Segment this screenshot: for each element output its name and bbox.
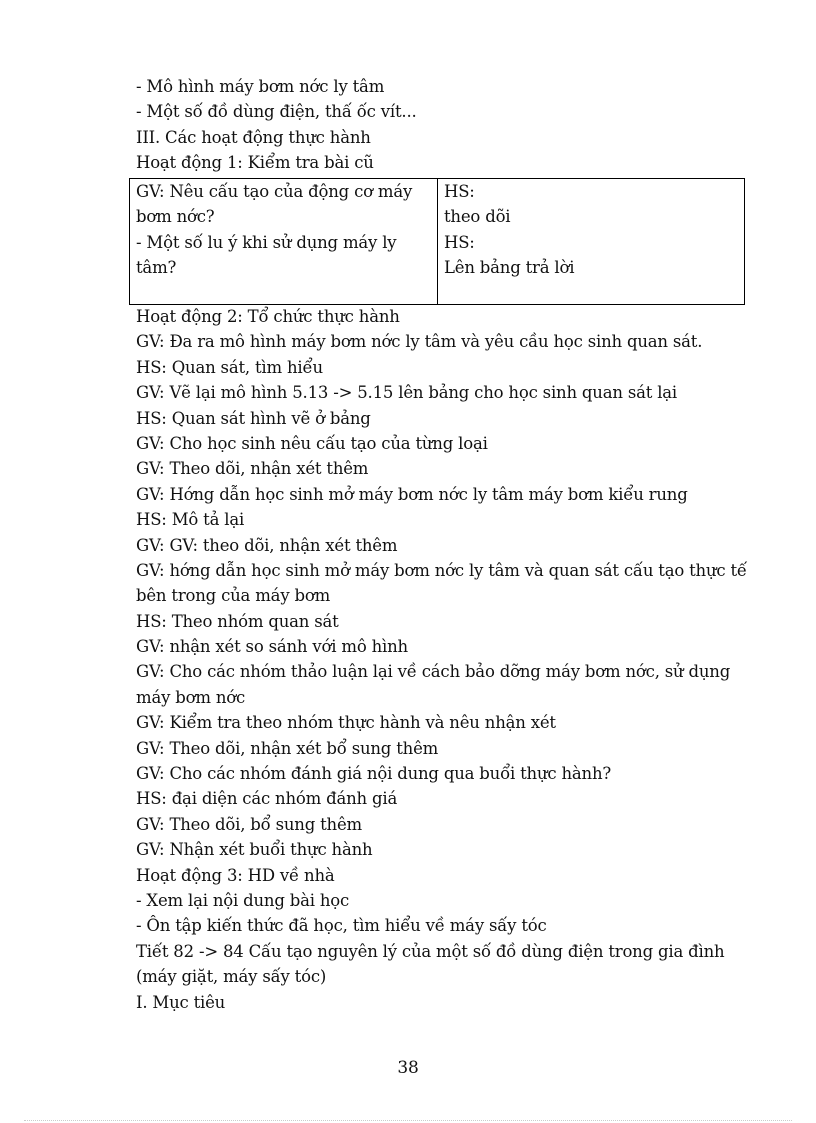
text-line: - Một số đồ dùng điện, thấ ốc vít...	[136, 102, 417, 122]
text-line: HS: Quan sát hình vẽ ở bảng	[136, 408, 371, 428]
text-line: HS: Quan sát, tìm hiểu	[136, 357, 323, 377]
table-line: HS:	[444, 232, 475, 252]
table-line: bơm nớc?	[136, 207, 215, 227]
text-line: máy bơm nớc	[136, 687, 246, 707]
text-line: GV: Hớng dẫn học sinh mở máy bơm nớc ly tâm máy bơm kiểu rung	[136, 484, 688, 504]
text-line: GV: Kiểm tra theo nhóm thực hành và nêu nhận xét	[136, 713, 556, 733]
section-heading: I. Mục tiêu	[136, 992, 226, 1012]
text-line: GV: Theo dõi, nhận xét thêm	[136, 459, 369, 479]
text-line: GV: Đa ra mô hình máy bơm nớc ly tâm và yêu cầu học sinh quan sát.	[136, 332, 703, 352]
text-line: GV: Cho các nhóm thảo luận lại về cách bảo dỡng máy bơm nớc, sử dụng	[136, 662, 731, 682]
text-line: GV: Theo dõi, bổ sung thêm	[136, 814, 362, 834]
text-line: - Xem lại nội dung bài học	[136, 890, 350, 910]
table-line: theo dõi	[444, 207, 511, 227]
table-line: HS:	[444, 182, 475, 201]
text-line: GV: Cho học sinh nêu cấu tạo của từng loại	[136, 433, 488, 453]
body-lines	[136, 304, 748, 1015]
lesson-heading: Tiết 82 -> 84 Cấu tạo nguyên lý của một số đồ dùng điện trong gia đình	[136, 941, 725, 961]
text-line: GV: GV: theo dõi, nhận xét thêm	[136, 535, 398, 555]
table-line: Lên bảng trả lời	[444, 258, 575, 278]
text-line: - Ôn tập kiến thức đã học, tìm hiểu về máy sấy tóc	[136, 916, 547, 936]
text-line: HS: Mô tả lại	[136, 510, 245, 530]
table-line: - Một số lu ý khi sử dụng máy ly	[136, 232, 397, 252]
page-number: 38	[397, 1058, 419, 1078]
activity-heading: Hoạt động 3: HD về nhà	[136, 865, 335, 885]
intro-lines	[136, 74, 748, 176]
text-line: HS: đại diện các nhóm đánh giá	[136, 789, 398, 809]
text-line: GV: Nhận xét buổi thực hành	[136, 840, 373, 860]
section-heading: III. Các hoạt động thực hành	[136, 127, 371, 147]
teacher-cell	[130, 179, 438, 304]
bottom-divider	[24, 1120, 792, 1121]
activity-heading: Hoạt động 2: Tổ chức thực hành	[136, 307, 400, 326]
student-cell	[438, 179, 744, 304]
table-line: tâm?	[136, 258, 177, 278]
text-line: (máy giặt, máy sấy tóc)	[136, 967, 327, 987]
text-line: HS: Theo nhóm quan sát	[136, 611, 339, 631]
activity-table	[129, 178, 745, 305]
text-line: GV: nhận xét so sánh với mô hình	[136, 637, 408, 657]
text-line: GV: hớng dẫn học sinh mở máy bơm nớc ly tâm và quan sát cấu tạo thực tế	[136, 560, 747, 580]
text-line: bên trong của máy bơm	[136, 586, 331, 606]
table-line: GV: Nêu cấu tạo của động cơ máy	[136, 182, 413, 201]
text-line: GV: Theo dõi, nhận xét bổ sung thêm	[136, 738, 439, 758]
activity-heading: Hoạt động 1: Kiểm tra bài cũ	[136, 153, 374, 173]
text-line: GV: Cho các nhóm đánh giá nội dung qua buổi thực hành?	[136, 764, 612, 784]
text-line: - Mô hình máy bơm nớc ly tâm	[136, 77, 385, 96]
text-line: GV: Vẽ lại mô hình 5.13 -> 5.15 lên bảng cho học sinh quan sát lại	[136, 383, 677, 403]
